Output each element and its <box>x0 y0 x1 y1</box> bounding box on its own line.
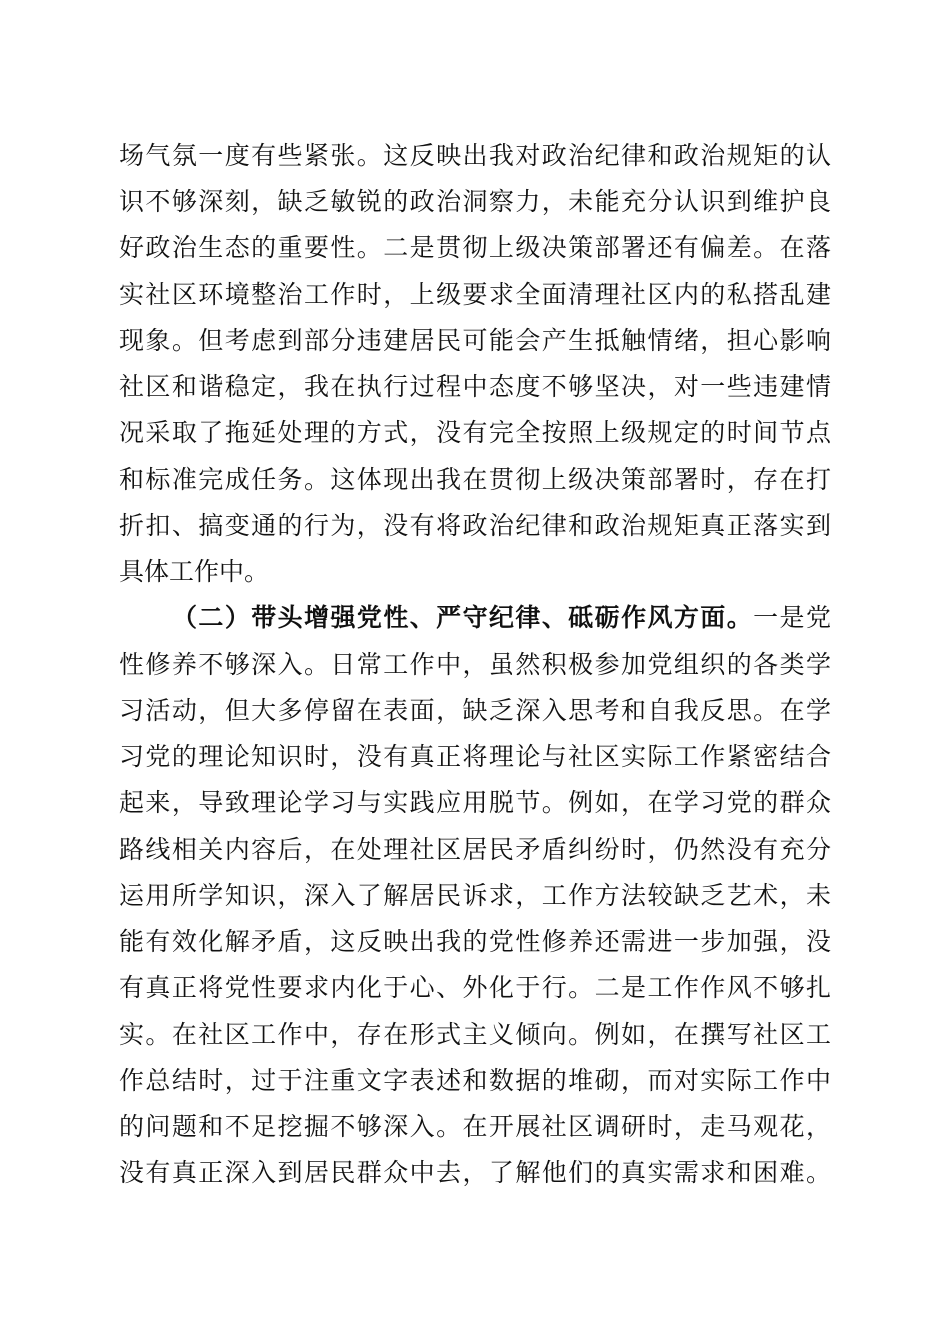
paragraph-2-line-13: 没有真正深入到居民群众中去，了解他们的真实需求和困难。 <box>119 1158 831 1187</box>
paragraph-1-line-3: 好政治生态的重要性。二是贯彻上级决策部署还有偏差。在落 <box>119 233 831 262</box>
paragraph-2-line-2: 性修养不够深入。日常工作中，虽然积极参加党组织的各类学 <box>119 650 831 679</box>
paragraph-1-line-2: 识不够深刻，缺乏敏锐的政治洞察力，未能充分认识到维护良 <box>119 187 831 216</box>
paragraph-2-line-4: 习党的理论知识时，没有真正将理论与社区实际工作紧密结合 <box>119 742 831 771</box>
paragraph-2-line-3: 习活动，但大多停留在表面，缺乏深入思考和自我反思。在学 <box>119 696 831 725</box>
paragraph-2-first-line-rest: 一是党 <box>753 603 831 632</box>
paragraph-2-line-9: 有真正将党性要求内化于心、外化于行。二是工作作风不够扎 <box>119 973 831 1002</box>
section-heading: （二）带头增强党性、严守纪律、砥砺作风方面。 <box>172 603 754 632</box>
paragraph-1-line-7: 况采取了拖延处理的方式，没有完全按照上级规定的时间节点 <box>119 418 831 447</box>
paragraph-1-line-4: 实社区环境整治工作时，上级要求全面清理社区内的私搭乱建 <box>119 280 831 309</box>
paragraph-2-line-8: 能有效化解矛盾，这反映出我的党性修养还需进一步加强，没 <box>119 927 831 956</box>
paragraph-1-line-1: 场气氛一度有些紧张。这反映出我对政治纪律和政治规矩的认 <box>119 141 831 170</box>
paragraph-1-line-6: 社区和谐稳定，我在执行过程中态度不够坚决，对一些违建情 <box>119 372 831 401</box>
paragraph-1-line-9: 折扣、搞变通的行为，没有将政治纪律和政治规矩真正落实到 <box>119 511 831 540</box>
paragraph-2-first-line <box>172 595 831 641</box>
paragraph-2-line-5: 起来，导致理论学习与实践应用脱节。例如，在学习党的群众 <box>119 788 831 817</box>
paragraph-1-line-10: 具体工作中。 <box>119 557 270 586</box>
paragraph-1-line-8: 和标准完成任务。这体现出我在贯彻上级决策部署时，存在打 <box>119 465 831 494</box>
paragraph-2-line-6: 路线相关内容后，在处理社区居民矛盾纠纷时，仍然没有充分 <box>119 835 831 864</box>
paragraph-2-line-10: 实。在社区工作中，存在形式主义倾向。例如，在撰写社区工 <box>119 1020 831 1049</box>
paragraph-2-line-12: 的问题和不足挖掘不够深入。在开展社区调研时，走马观花， <box>119 1112 831 1141</box>
paragraph-2-line-7: 运用所学知识，深入了解居民诉求，工作方法较缺乏艺术，未 <box>119 881 831 910</box>
paragraph-1-line-5: 现象。但考虑到部分违建居民可能会产生抵触情绪，担心影响 <box>119 326 831 355</box>
paragraph-2-line-11: 作总结时，过于注重文字表述和数据的堆砌，而对实际工作中 <box>119 1066 831 1095</box>
